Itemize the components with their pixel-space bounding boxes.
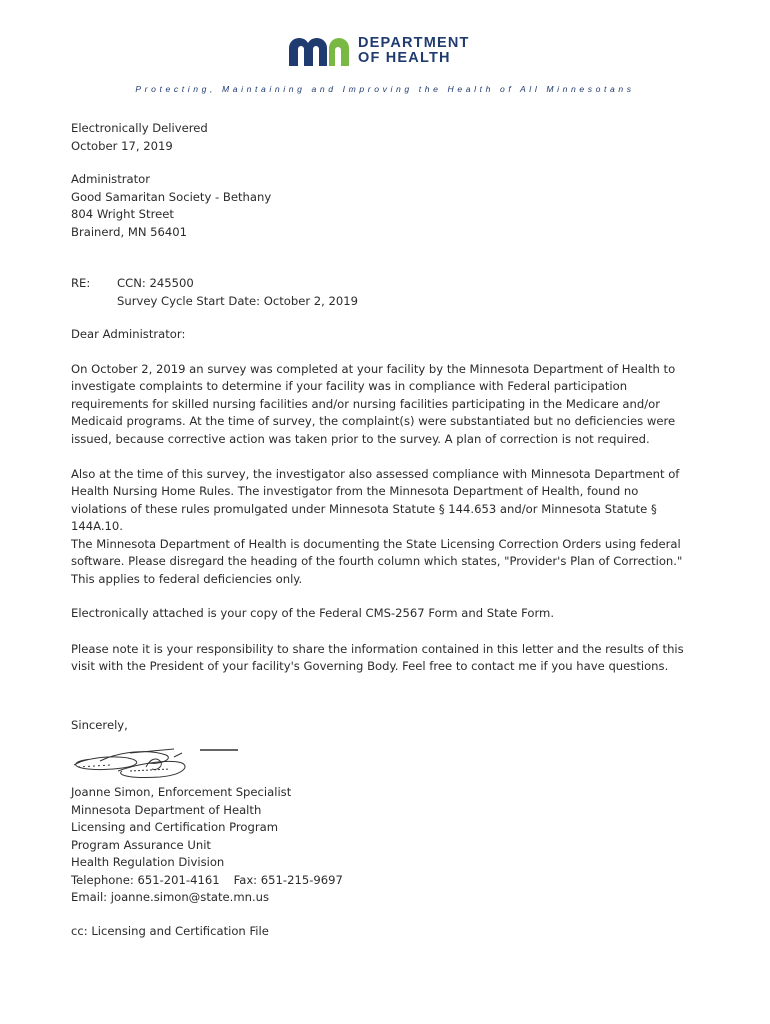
paragraph-attachments: Electronically attached is your copy of the Federal CMS-2567 Form and State Form. [71, 606, 555, 620]
re-ccn: CCN: 245500 [117, 276, 194, 290]
re-survey-cycle: Survey Cycle Start Date: October 2, 2019 [117, 293, 359, 308]
recipient-street: 804 Wright Street [71, 207, 174, 221]
signer-unit: Program Assurance Unit [71, 837, 211, 852]
logo-line-1: DEPARTMENT [358, 35, 470, 51]
recipient-title: Administrator [71, 172, 151, 186]
salutation: Dear Administrator: [71, 327, 186, 341]
logo-line-2: OF HEALTH [358, 50, 451, 66]
delivery-block [71, 120, 208, 155]
re-label: RE: [71, 276, 91, 290]
recipient-organization: Good Samaritan Society - Bethany [71, 189, 272, 204]
closing: Sincerely, [71, 718, 128, 732]
re-details [117, 275, 358, 310]
signer-program: Licensing and Certification Program [71, 820, 279, 834]
signer-email: Email: joanne.simon@state.mn.us [71, 890, 270, 904]
recipient-city: Brainerd, MN 56401 [71, 224, 188, 239]
delivery-method: Electronically Delivered [71, 121, 208, 135]
cc-line: cc: Licensing and Certification File [71, 924, 269, 938]
signer-name-title: Joanne Simon, Enforcement Specialist [71, 785, 292, 799]
signer-department: Minnesota Department of Health [71, 802, 262, 817]
signer-block [71, 784, 343, 907]
mdh-logo [289, 36, 470, 66]
mn-logo-mark-icon [289, 36, 353, 66]
paragraph-state-rules: Also at the time of this survey, the investigator also assessed compliance with Minnesota Department of Health Nursing Home Rules. The investigator from the Minnesota Department of Health, found no violations of these rules promulgated under Minnesota Statute § 144.653 and/or Minnesota Statute § 144A.10. [71, 467, 680, 534]
paragraph-licensing-orders: The Minnesota Department of Health is documenting the State Licensing Correction Orders using federal software. Please disregard the heading of the fourth column which states, "Provider's Plan of Correction." This applies to federal deficiencies only. [71, 537, 683, 586]
letter-date: October 17, 2019 [71, 138, 173, 153]
signer-phone-fax [71, 872, 343, 890]
signer-fax: Fax: 651-215-9697 [233, 872, 343, 887]
signer-telephone: Telephone: 651-201-4161 [71, 872, 220, 887]
handwritten-signature [70, 741, 250, 785]
paragraph-responsibility: Please note it is your responsibility to share the information contained in this letter and the results of this visit with the President of your facility's Governing Body. Feel free to contact me if you have questions. [71, 642, 684, 674]
tagline: Protecting, Maintaining and Improving the Health of All Minnesotans [135, 84, 635, 94]
paragraph-survey-result: On October 2, 2019 an survey was completed at your facility by the Minnesota Department of Health to investigate complaints to determine if your facility was in compliance with Federal participation requirements for skilled nursing facilities and/or nursing facilities participating in the Medicare and/or Medicaid programs. At the time of survey, the complaint(s) were substantiated but no deficiencies were issued, because corrective action was taken prior to the survey. A plan of correction is not required. [71, 362, 676, 446]
recipient-address [71, 171, 271, 241]
signer-division: Health Regulation Division [71, 855, 225, 869]
